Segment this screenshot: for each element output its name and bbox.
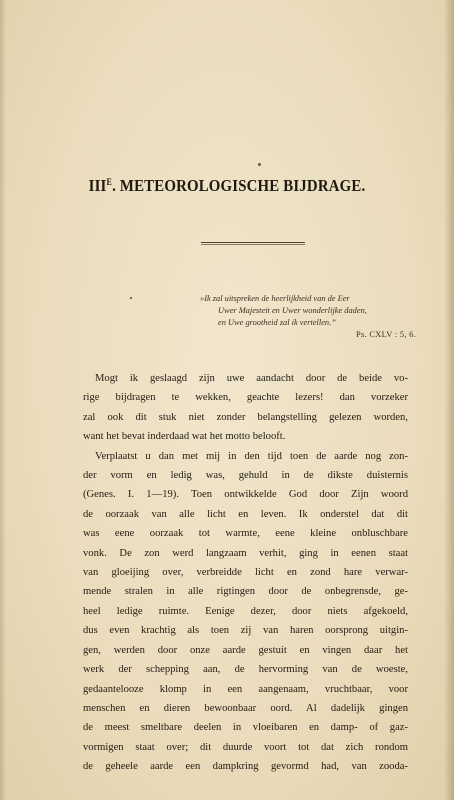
body-line: de oorzaak van alle licht en leven. Ik onderstel dat dit bbox=[83, 508, 408, 520]
body-line: vormigen staat over; dit duurde voort tot dat zich rondom bbox=[83, 741, 408, 753]
body-line: rige bijdragen te wekken, geachte lezers! dan vorzeker bbox=[83, 392, 408, 404]
title-divider-shadow bbox=[201, 244, 305, 245]
title-divider bbox=[201, 242, 305, 243]
motto-line: en Uwe grootheid zal ik vertellen.” bbox=[218, 318, 336, 327]
motto-mark bbox=[130, 297, 132, 299]
body-text bbox=[83, 369, 408, 777]
title-numeral: III bbox=[88, 176, 107, 195]
body-line: mende stralen in alle rigtingen door de onbegrensde, ge- bbox=[83, 586, 408, 598]
body-line: (Genes. I. 1—19). Toen ontwikkelde God door Zijn woord bbox=[83, 489, 408, 501]
page-edge-shadow bbox=[444, 0, 454, 800]
body-line: de meest smeltbare deelen in vloeibaren en damp- of gaz- bbox=[83, 722, 408, 734]
body-line: heel ledige ruimte. Eenige dezer, door niets afgekoeld, bbox=[83, 605, 408, 617]
chapter-title bbox=[23, 176, 432, 196]
body-line: werk der schepping aan, de hervorming van de woeste, bbox=[83, 664, 408, 676]
motto-line: »Ik zal uitspreken de heerlijkheid van de Eer bbox=[200, 294, 350, 303]
body-line: Mogt ik geslaagd zijn uwe aandacht door de beide vo- bbox=[95, 373, 408, 384]
body-line: gen, werden door onze aarde gestuit en vingen daar het bbox=[83, 644, 408, 656]
body-line: vonk. De zon werd langzaam verhit, ging in eenen staat bbox=[83, 547, 408, 559]
body-line: de geheele aarde een dampkring gevormd had, van zooda- bbox=[83, 761, 408, 773]
title-superscript: E bbox=[106, 177, 113, 187]
body-line: was eene oorzaak tot warmte, eene kleine onbluschbare bbox=[83, 528, 408, 540]
motto-reference: Ps. CXLV : 5, 6. bbox=[356, 330, 416, 339]
body-line: want het bevat inderdaad wat het motto belooft. bbox=[83, 431, 286, 443]
body-line: dus even krachtig als toen zij van haren oorsprong uitgin- bbox=[83, 625, 408, 637]
motto-epigraph bbox=[200, 293, 416, 341]
body-line: zal ook dit stuk niet zonder belangstelling gelezen worden, bbox=[83, 411, 408, 423]
body-line: gedaantelooze klomp in een aangenaam, vruchtbaar, voor bbox=[83, 683, 408, 695]
page-gutter-shadow bbox=[0, 0, 6, 800]
body-line: der vorm en ledig was, gehuld in de dikste duisternis bbox=[83, 470, 408, 482]
ornament-dot bbox=[258, 163, 261, 166]
body-line: menschen en dieren bewoonbaar oord. Al dadelijk gingen bbox=[83, 702, 408, 714]
motto-line: Uwer Majesteit en Uwer wonderlijke daden, bbox=[218, 306, 367, 315]
title-text: . METEOROLOGISCHE BIJDRAGE. bbox=[112, 176, 366, 195]
body-line: van gloeijing over, verbreidde licht en zond hare verwar- bbox=[83, 567, 408, 579]
body-line: Verplaatst u dan met mij in den tijd toen de aarde nog zon- bbox=[95, 450, 408, 462]
